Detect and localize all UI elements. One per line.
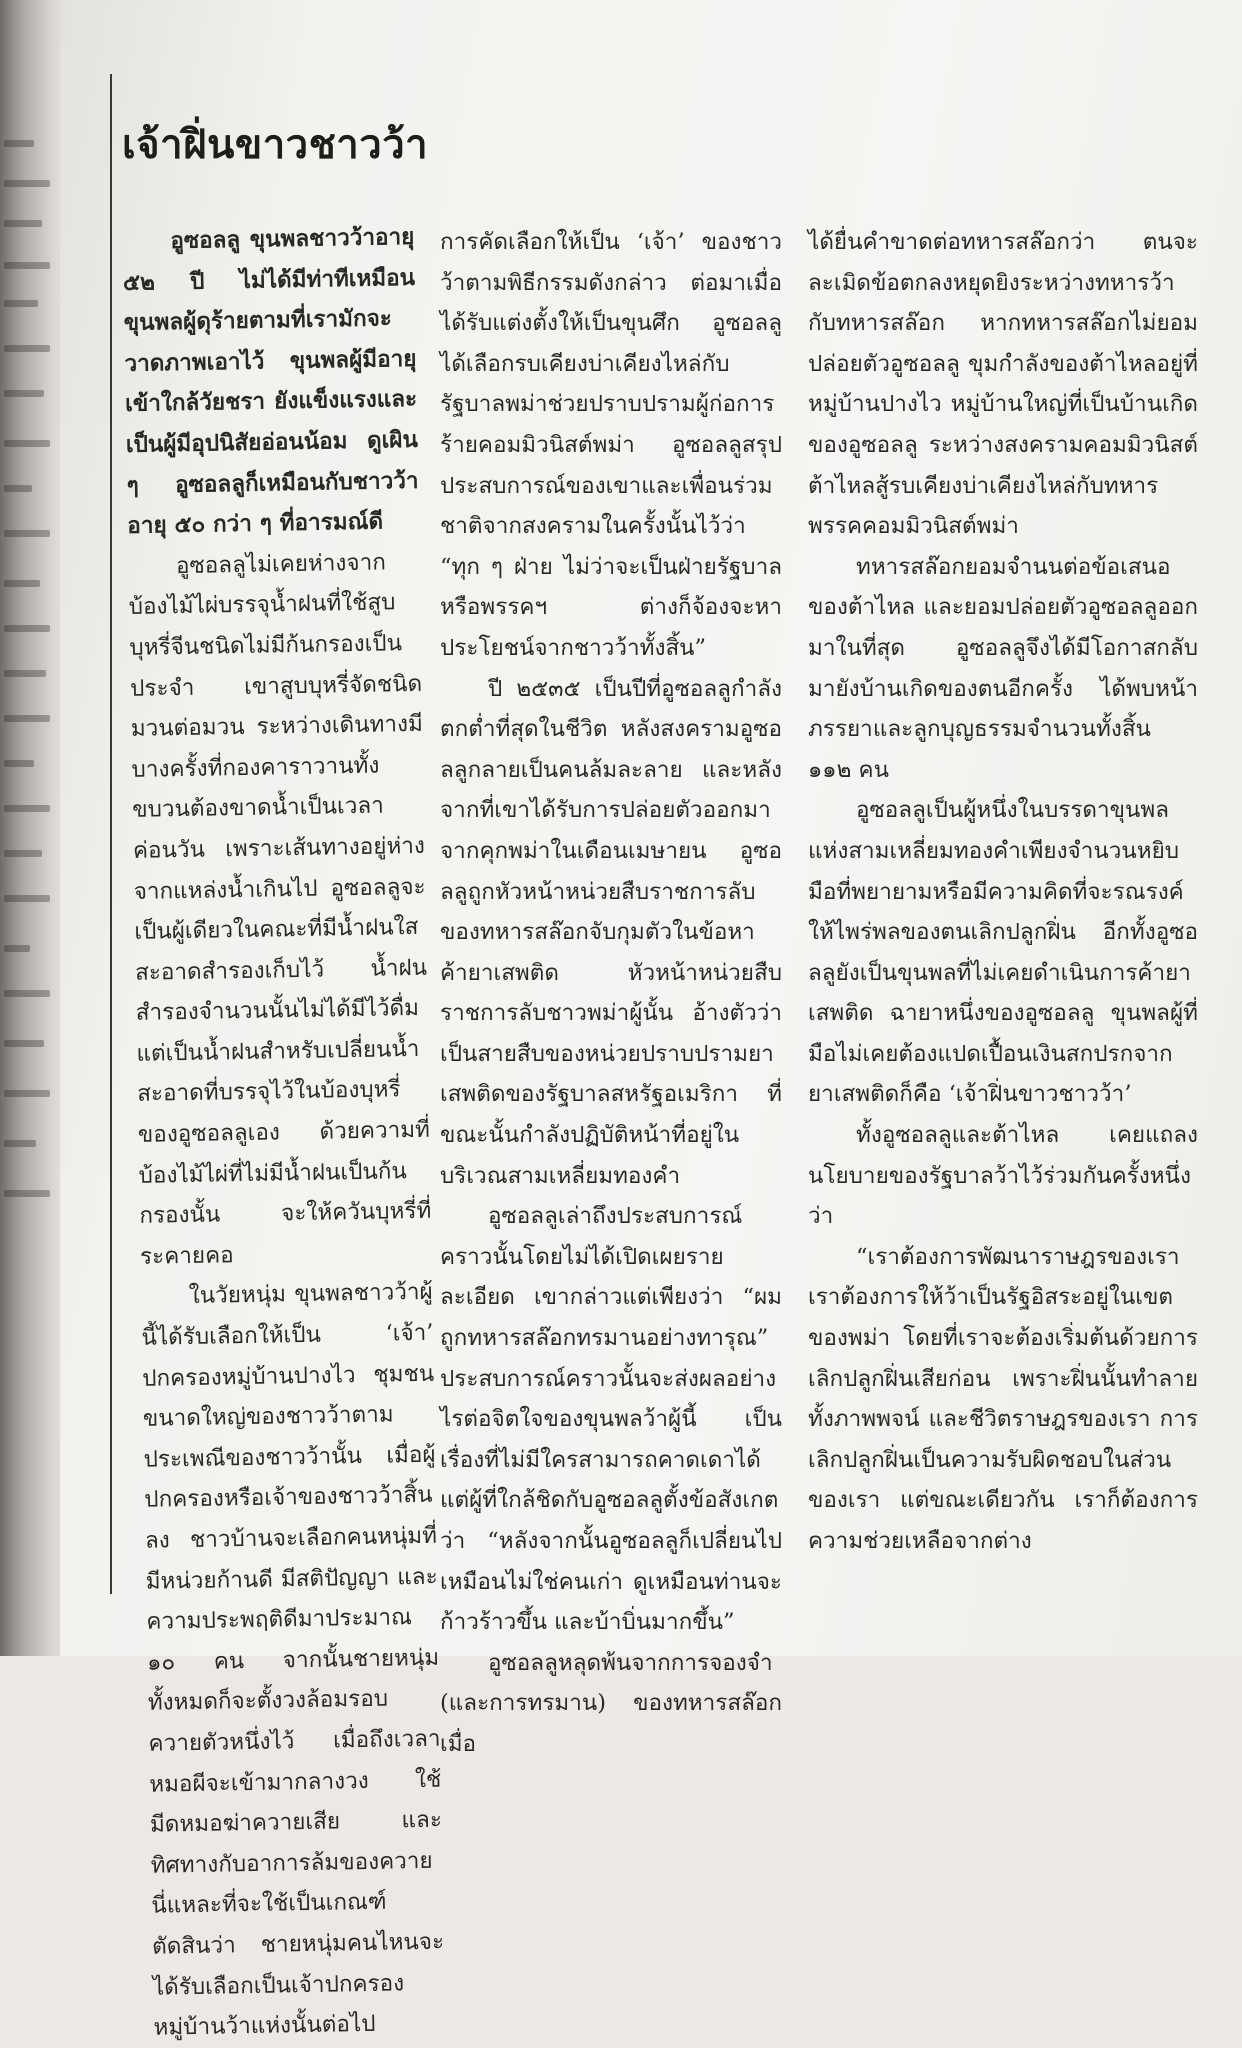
paragraph: ทั้งอูซอลลูและต้าไหล เคยแถลงนโยบายของรัฐบาลว้าไว้ร่วมกันครั้งหนึ่งว่า (808, 1122, 1198, 1230)
paragraph: ทหารสล๊อกยอมจำนนต่อข้อเสนอของต้าไหล และยอมปล่อยตัวอูซอลลูออกมาในที่สุด อูซอลลูจึงได้มีโอกาสกลับมายังบ้านเกิดของตนอีกครั้ง ได้พบหน้าภรรยาและลูกบุญธรรมจำนวนทั้งสิ้น ๑๑๒ คน (808, 553, 1198, 783)
text-column-1 (122, 217, 446, 2048)
paragraph: ในวัยหนุ่ม ขุนพลชาวว้าผู้นี้ได้รับเลือกให้เป็น ‘เจ้า’ ปกครองหมู่บ้านปางไว ชุมชนขนาดใหญ่ของชาวว้าตามประเพณีของชาวว้านั้น เมื่อผู้ปกครองหรือเจ้าของชาวว้าสิ้นลง ชาวบ้านจะเลือกคนหนุ่มที่มีหน่วยก้านดี มีสติปัญญา และความประพฤติดีมาประมาณ ๑๐ คน จากนั้นชายหนุ่มทั้งหมดก็จะตั้งวงล้อมรอบควายตัวหนึ่งไว้ เมื่อถึงเวลาหมอผีจะเข้ามากลางวง ใช้มีดหมอฆ่าควายเสีย และทิศทางกับอาการล้มของควายนี่แหละที่จะใช้เป็นเกณฑ์ตัดสินว่า ชายหนุ่มคนไหนจะได้รับเลือกเป็นเจ้าปกครองหมู่บ้านว้าแห่งนั้นต่อไป (141, 1279, 445, 2041)
quote-paragraph: “เราต้องการพัฒนาราษฎรของเรา เราต้องการให้ว้าเป็นรัฐอิสระอยู่ในเขตของพม่า โดยที่เราจะต้องเริ่มต้นด้วยการเลิกปลูกฝิ่นเสียก่อน เพราะฝิ่นนั้นทำลายทั้งภาพพจน์ และชีวิตราษฎรของเรา การเลิกปลูกฝิ่นเป็นความรับผิดชอบในส่วนของเรา แต่ขณะเดียวกัน เราก็ต้องการความช่วยเหลือจากต่าง (808, 1243, 1198, 1554)
paragraph: อูซอลลูหลุดพ้นจากการจองจำ (และการทรมาน) ของทหารสล๊อก เมื่อ (440, 1649, 782, 1757)
paragraph: อูซอลลูเป็นผู้หนึ่งในบรรดาขุนพลแห่งสามเหลี่ยมทองคำเพียงจำนวนหยิบมือที่พยายามหรือมีความคิดที่จะรณรงค์ให้ไพร่พลของตนเลิกปลูกฝิ่น อีกทั้งอูซอลลูยังเป็นขุนพลที่ไม่เคยดำเนินการค้ายาเสพติด ฉายาหนึ่งของอูซอลลู ขุนพลผู้ที่มือไม่เคยต้องแปดเปื้อนเงินสกปรกจากยาเสพติดก็คือ ‘เจ้าฝิ่นขาวชาวว้า’ (808, 797, 1198, 1108)
article-title: เจ้าฝิ่นขาวชาวว้า (122, 121, 429, 168)
column-rule (110, 74, 112, 1594)
paragraph: อูซอลลูเล่าถึงประสบการณ์คราวนั้นโดยไม่ได้เปิดเผยรายละเอียด เขากล่าวแต่เพียงว่า “ผมถูกทหารสล๊อกทรมานอย่างทารุณ” ประสบการณ์คราวนั้นจะส่งผลอย่างไรต่อจิตใจของขุนพลว้าผู้นี้ เป็นเรื่องที่ไม่มีใครสามารถคาดเดาได้ แต่ผู้ที่ใกล้ชิดกับอูซอลลูตั้งข้อสังเกตว่า “หลังจากนั้นอูซอลลูก็เปลี่ยนไปเหมือนไม่ใช่คนเก่า ดูเหมือนท่านจะก้าวร้าวขึ้น และบ้าบิ่นมากขึ้น” (440, 1203, 782, 1636)
paragraph: ปี ๒๕๓๕ เป็นปีที่อูซอลลูกำลังตกต่ำที่สุดในชีวิต หลังสงครามอูซอลลูกลายเป็นคนล้มละลาย และหลังจากที่เขาได้รับการปล่อยตัวออกมาจากคุกพม่าในเดือนเมษายน อูซอลลูถูกหัวหน้าหน่วยสืบราชการลับของทหารสล๊อกจับกุมตัวในข้อหาค้ายาเสพติด หัวหน้าหน่วยสืบราชการลับชาวพม่าผู้นั้น อ้างตัวว่าเป็นสายสืบของหน่วยปราบปรามยาเสพติดของรัฐบาลสหรัฐอเมริกา ที่ขณะนั้นกำลังปฏิบัติหน้าที่อยู่ในบริเวณสามเหลี่ยมทองคำ (440, 675, 782, 1189)
paragraph: การคัดเลือกให้เป็น ‘เจ้า’ ของชาวว้าตามพิธีกรรมดังกล่าว ต่อมาเมื่อได้รับแต่งตั้งให้เป็นขุนศึก อูซอลลูได้เลือกรบเคียงบ่าเคียงไหล่กับรัฐบาลพม่าช่วยปราบปรามผู้ก่อการร้ายคอมมิวนิสต์พม่า อูซอลลูสรุปประสบการณ์ของเขาและเพื่อนร่วมชาติจากสงครามในครั้งนั้นไว้ว่า “ทุก ๆ ฝ่าย ไม่ว่าจะเป็นฝ่ายรัฐบาลหรือพรรคฯ ต่างก็จ้องจะหาประโยชน์จากชาวว้าทั้งสิ้น” (440, 229, 782, 661)
paragraph: อูซอลลูไม่เคยห่างจากบ้องไม้ไผ่บรรจุน้ำฝนที่ใช้สูบบุหรี่จีนชนิดไม่มีก้นกรองเป็นประจำ เขาสูบบุหรี่จัดชนิดมวนต่อมวน ระหว่างเดินทางมีบางครั้งที่กองคาราวานทั้งขบวนต้องขาดน้ำเป็นเวลาค่อนวัน เพราะเส้นทางอยู่ห่างจากแหล่งน้ำเกินไป อูซอลลูจะเป็นผู้เดียวในคณะที่มีน้ำฝนใสสะอาดสำรองเก็บไว้ น้ำฝนสำรองจำนวนนั้นไม่ได้มีไว้ดื่ม แต่เป็นน้ำฝนสำหรับเปลี่ยนน้ำสะอาดที่บรรจุไว้ในบ้องบุหรี่ของอูซอลลูเอง ด้วยความที่บ้องไม้ไผ่ที่ไม่มีน้ำฝนเป็นก้นกรองนั้น จะให้ควันบุหรี่ที่ระคายคอ (128, 549, 432, 1270)
paragraph: ได้ยื่นคำขาดต่อทหารสล๊อกว่า ตนจะละเมิดข้อตกลงหยุดยิงระหว่างทหารว้ากับทหารสล๊อก หากทหารสล๊อกไม่ยอมปล่อยตัวอูซอลลู ขุมกำลังของต้าไหลอยู่ที่หมู่บ้านปางไว หมู่บ้านใหญ่ที่เป็นบ้านเกิดของอูซอลลู ระหว่างสงครามคอมมิวนิสต์ ต้าไหลสู้รบเคียงบ่าเคียงไหล่กับทหารพรรคคอมมิวนิสต์พม่า (808, 229, 1198, 540)
text-column-3 (808, 222, 1198, 1562)
text-column-2 (440, 222, 782, 1765)
paragraph: อูซอลลู ขุนพลชาวว้าอายุ ๕๒ ปี ไม่ได้มีท่าทีเหมือนขุนพลผู้ดุร้ายตามที่เรามักจะวาดภาพเอาไว้ ขุนพลผู้มีอายุเข้าใกล้วัยชรา ยังแข็งแรงและเป็นผู้มีอุปนิสัยอ่อนน้อม ดูเผิน ๆ อูซอลลูก็เหมือนกับชาวว้าอายุ ๕๐ กว่า ๆ ที่อารมณ์ดี (122, 223, 419, 540)
